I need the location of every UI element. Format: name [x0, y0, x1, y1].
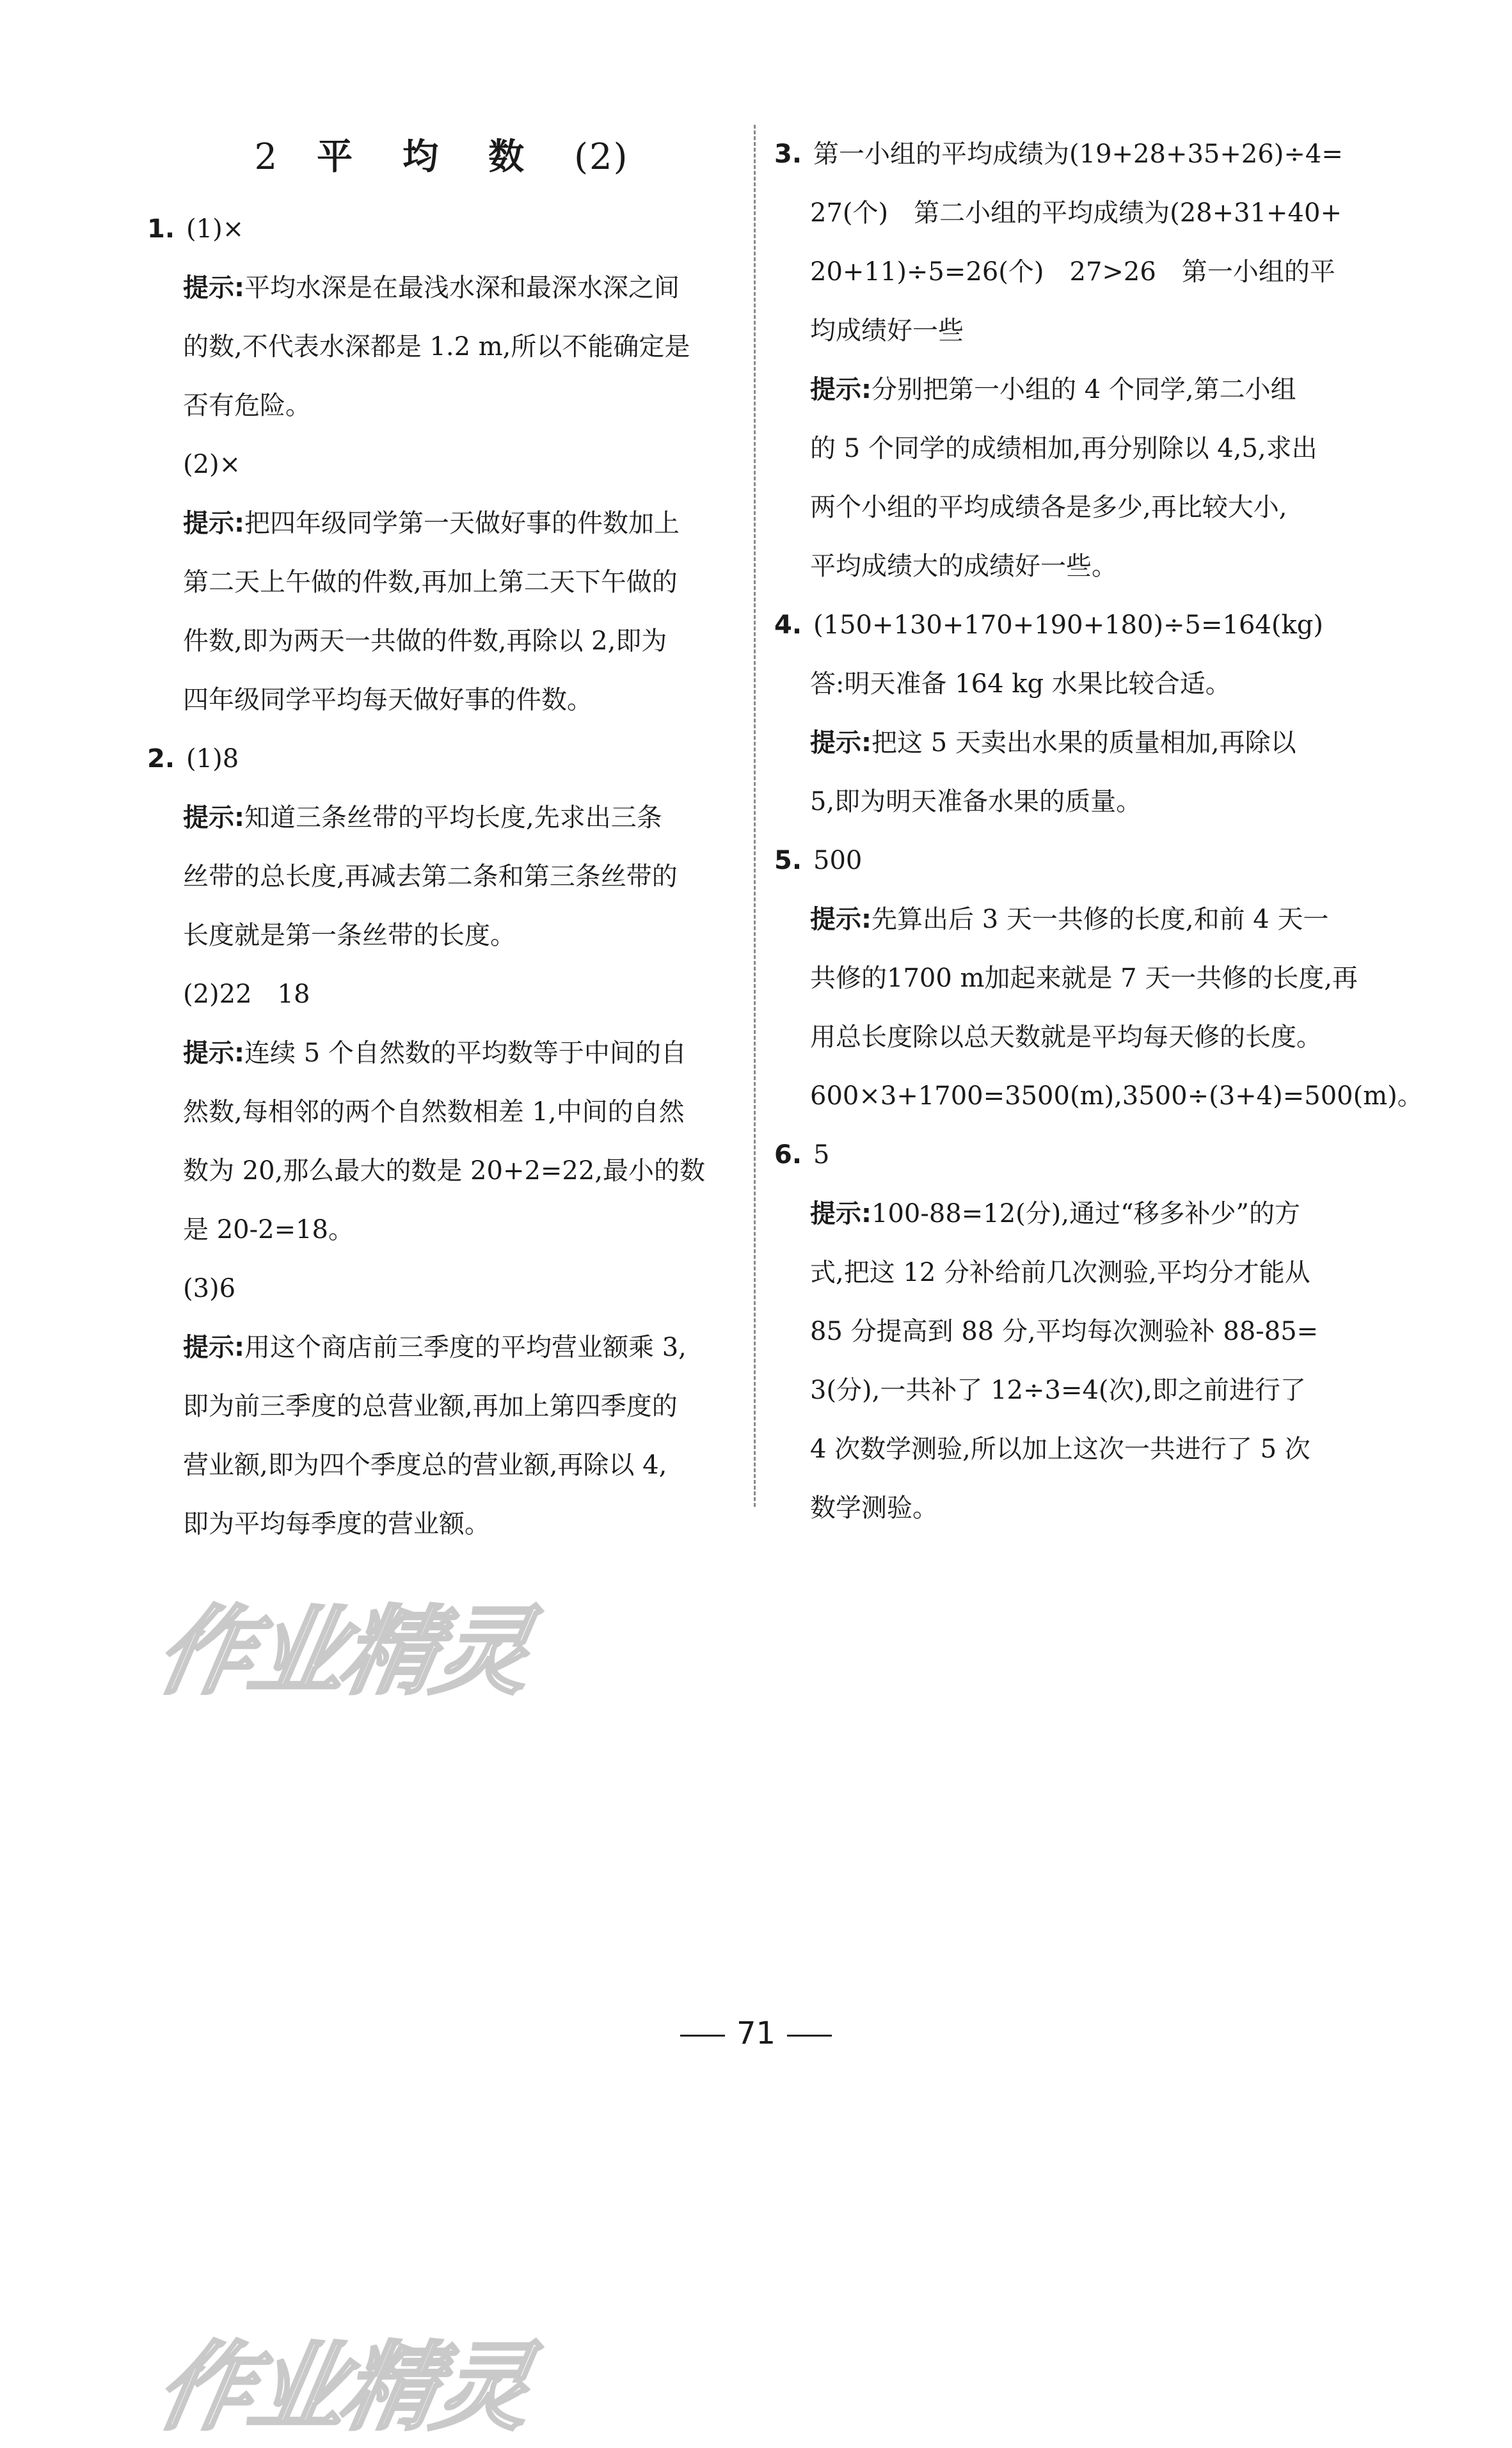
hint-label: 提示: — [810, 1199, 871, 1228]
hint-line-first — [147, 1318, 736, 1377]
hint-text: 平均成绩大的成绩好一些。 — [810, 552, 1117, 581]
page-number — [0, 2015, 1512, 2051]
hint-text: 用这个商店前三季度的平均营业额乘 3, — [244, 1333, 687, 1362]
hint-line — [774, 949, 1363, 1008]
hint-line — [774, 1302, 1363, 1361]
section-title — [147, 131, 736, 183]
hint-text: 长度就是第一条丝带的长度。 — [183, 921, 516, 950]
hint-text: 平均水深是在最浅水深和最深水深之间 — [244, 273, 680, 303]
page-number-text: 71 — [736, 2015, 776, 2051]
page-number-dash-left — [680, 2035, 725, 2037]
answer-text: (1)8 — [186, 744, 239, 774]
hint-line-first — [774, 360, 1363, 419]
question-line — [147, 729, 736, 788]
hint-line — [147, 671, 736, 729]
sub-answer: (2)× — [183, 450, 241, 479]
hint-text: 把四年级同学第一天做好事的件数加上 — [244, 509, 680, 538]
hint-text: 连续 5 个自然数的平均数等于中间的自 — [244, 1038, 687, 1068]
hint-label: 提示: — [810, 375, 871, 404]
hint-line — [774, 1243, 1363, 1302]
hint-text: 先算出后 3 天一共修的长度,和前 4 天一 — [871, 905, 1329, 934]
hint-line — [774, 1067, 1423, 1125]
hint-line — [774, 1479, 1363, 1538]
hint-line-first — [147, 788, 736, 847]
answer-text: (1)× — [186, 214, 244, 244]
hint-text: 营业额,即为四个季度总的营业额,再除以 4, — [183, 1451, 667, 1480]
answer-text: 5 — [813, 1140, 830, 1170]
hint-text: 是 20-2=18。 — [183, 1215, 354, 1244]
section-number: 2 — [254, 136, 279, 178]
question-line — [774, 596, 1363, 655]
hint-text: 600×3+1700=3500(m),3500÷(3+4)=500(m)。 — [810, 1081, 1423, 1111]
hint-text: 共修的1700 m加起来就是 7 天一共修的长度,再 — [810, 964, 1358, 993]
answer-text: (150+130+170+190+180)÷5=164(kg) — [813, 610, 1323, 640]
hint-label: 提示: — [183, 1333, 244, 1362]
hint-line — [147, 1083, 736, 1141]
hint-line-first — [774, 1184, 1363, 1243]
question-number: 5. — [774, 846, 802, 875]
hint-line — [774, 537, 1363, 596]
hint-line — [774, 1420, 1363, 1479]
question-line — [774, 125, 1363, 184]
answer-text: 第一小组的平均成绩为(19+28+35+26)÷4= — [813, 139, 1343, 169]
hint-line — [147, 1141, 736, 1200]
question-line — [774, 831, 1363, 890]
hint-text: 然数,每相邻的两个自然数相差 1,中间的自然 — [183, 1097, 685, 1127]
question-number: 3. — [774, 139, 802, 169]
hint-line — [774, 419, 1363, 478]
hint-line — [774, 772, 1363, 831]
hint-text: 5,即为明天准备水果的质量。 — [810, 787, 1142, 816]
hint-text: 100-88=12(分),通过“移多补少”的方 — [871, 1199, 1300, 1228]
hint-text: 即为前三季度的总营业额,再加上第四季度的 — [183, 1392, 678, 1421]
hint-line — [147, 906, 736, 965]
hint-text: 两个小组的平均成绩各是多少,再比较大小, — [810, 493, 1287, 522]
right-column — [774, 125, 1423, 1538]
hint-label: 提示: — [183, 1038, 244, 1068]
column-divider — [754, 125, 756, 1507]
answer-text: 500 — [813, 846, 863, 875]
page-number-dash-right — [787, 2035, 832, 2037]
hint-line — [147, 376, 736, 435]
hint-text: 85 分提高到 88 分,平均每次测验补 88-85= — [810, 1317, 1319, 1346]
answer-continuation: 27(个) 第二小组的平均成绩为(28+31+40+ — [810, 198, 1342, 228]
sub-answer: (2)22 18 — [183, 980, 310, 1009]
hint-line-first — [147, 494, 736, 553]
hint-text: 的 5 个同学的成绩相加,再分别除以 4,5,求出 — [810, 434, 1317, 463]
section-title-suffix: (2) — [574, 136, 629, 178]
answer-continuation: 答:明天准备 164 kg 水果比较合适。 — [810, 669, 1231, 699]
hint-line — [147, 553, 736, 612]
question-line — [147, 200, 736, 258]
question-number: 2. — [147, 744, 175, 774]
hint-text: 即为平均每季度的营业额。 — [183, 1509, 490, 1539]
hint-line-first — [147, 258, 736, 317]
question-number: 6. — [774, 1140, 802, 1170]
hint-text: 分别把第一小组的 4 个同学,第二小组 — [871, 375, 1296, 404]
hint-text: 丝带的总长度,再减去第二条和第三条丝带的 — [183, 862, 678, 891]
hint-line — [147, 1495, 736, 1554]
hint-line — [147, 317, 736, 376]
hint-text: 知道三条丝带的平均长度,先求出三条 — [244, 803, 662, 832]
hint-line — [147, 1377, 736, 1436]
watermark-logo: 作业精灵 — [148, 1596, 537, 1708]
hint-text: 第二天上午做的件数,再加上第二天下午做的 — [183, 568, 678, 597]
hint-line — [774, 1008, 1363, 1067]
hint-label: 提示: — [183, 509, 244, 538]
hint-text: 四年级同学平均每天做好事的件数。 — [183, 685, 593, 715]
left-column-content — [147, 200, 736, 1554]
hint-text: 的数,不代表水深都是 1.2 m,所以不能确定是 — [183, 332, 690, 362]
hint-text: 数为 20,那么最大的数是 20+2=22,最小的数 — [183, 1156, 706, 1186]
answer-continuation: 均成绩好一些 — [810, 316, 964, 346]
hint-text: 件数,即为两天一共做的件数,再除以 2,即为 — [183, 626, 667, 656]
hint-line — [147, 612, 736, 671]
hint-line — [147, 1436, 736, 1495]
hint-label: 提示: — [810, 728, 871, 758]
answer-continuation: 20+11)÷5=26(个) 27>26 第一小组的平 — [810, 257, 1335, 287]
left-column — [147, 125, 736, 1554]
section-title-text: 平均数 — [317, 136, 575, 178]
hint-text: 用总长度除以总天数就是平均每天修的长度。 — [810, 1022, 1322, 1052]
hint-text: 把这 5 天卖出水果的质量相加,再除以 — [871, 728, 1296, 758]
right-column-content — [774, 125, 1423, 1538]
hint-text: 数学测验。 — [810, 1493, 938, 1523]
hint-line-first — [774, 713, 1363, 772]
question-line — [774, 1125, 1363, 1184]
hint-text: 式,把这 12 分补给前几次测验,平均分才能从 — [810, 1258, 1310, 1287]
hint-text: 3(分),一共补了 12÷3=4(次),即之前进行了 — [810, 1376, 1306, 1405]
hint-text: 4 次数学测验,所以加上这次一共进行了 5 次 — [810, 1435, 1310, 1464]
hint-line — [147, 1200, 736, 1259]
hint-text: 否有危险。 — [183, 391, 311, 420]
hint-label: 提示: — [183, 803, 244, 832]
hint-label: 提示: — [810, 905, 871, 934]
hint-label: 提示: — [183, 273, 244, 303]
hint-line — [774, 1361, 1363, 1420]
watermark-logo-bottom: 作业精灵 — [148, 2332, 537, 2444]
hint-line-first — [147, 1024, 736, 1083]
question-number: 4. — [774, 610, 802, 640]
hint-line-first — [774, 890, 1363, 949]
hint-line — [774, 478, 1363, 537]
hint-line — [147, 847, 736, 906]
question-number: 1. — [147, 214, 175, 244]
sub-answer: (3)6 — [183, 1274, 236, 1303]
